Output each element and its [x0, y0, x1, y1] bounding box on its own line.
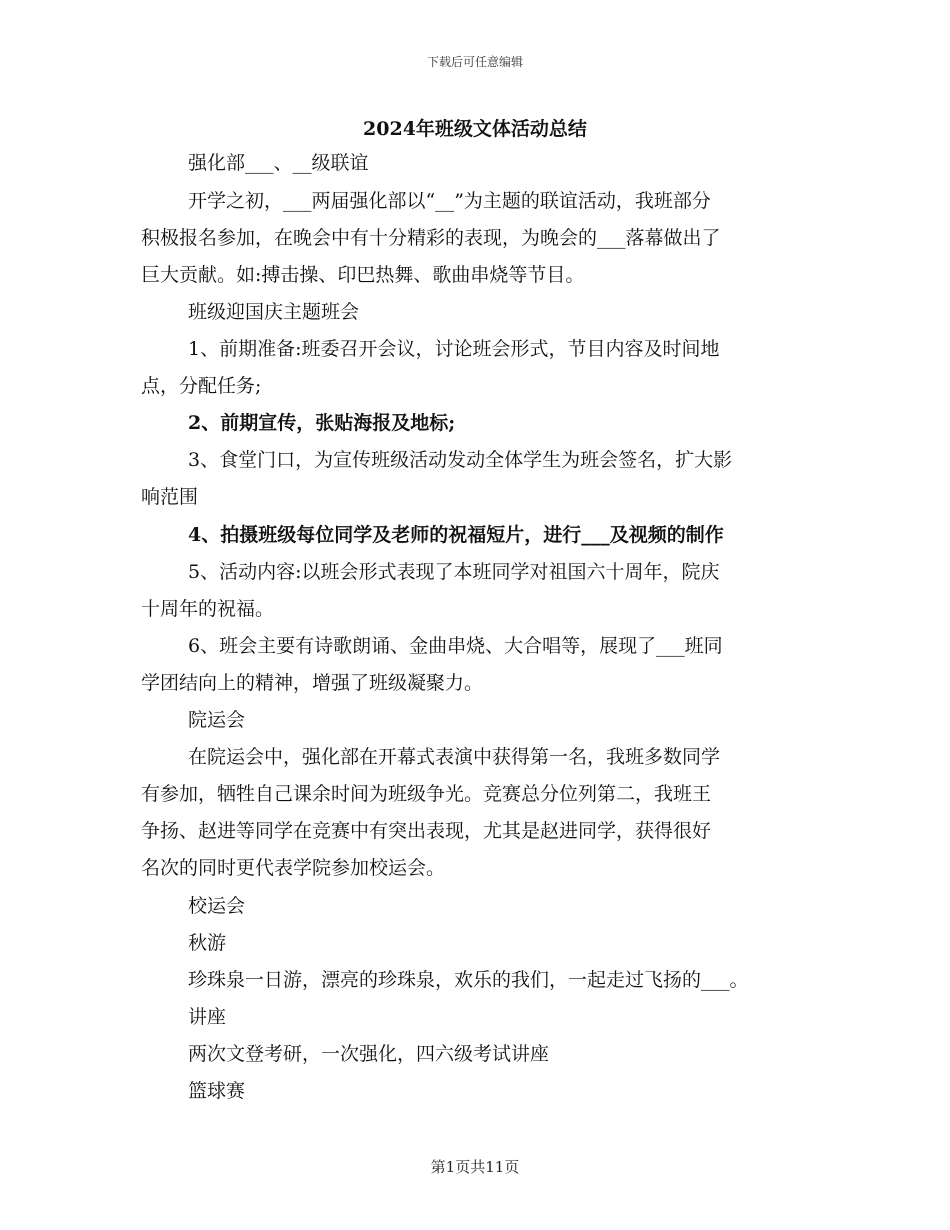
list-item-continuation: 十周年的祝福。: [141, 598, 275, 620]
list-item-continuation: 响范围: [141, 486, 199, 508]
heading-joint-party: 强化部___、__级联谊: [188, 152, 369, 174]
list-item: 5、活动内容:以班会形式表现了本班同学对祖国六十周年，院庆: [188, 561, 720, 583]
paragraph-line: 在院运会中，强化部在开幕式表演中获得第一名，我班多数同学: [188, 746, 721, 768]
list-item: 4、拍摄班级每位同学及老师的祝福短片，进行___及视频的制作: [188, 524, 724, 546]
paragraph-line: 两次文登考研，一次强化，四六级考试讲座: [188, 1043, 550, 1065]
header-note: 下载后可任意编辑: [426, 55, 523, 69]
paragraph-line: 争扬、赵进等同学在竞赛中有突出表现，尤其是赵进同学，获得很好: [141, 820, 712, 842]
list-item-continuation: 学团结向上的精神，增强了班级凝聚力。: [141, 672, 484, 694]
list-item: 3、食堂门口，为宣传班级活动发动全体学生为班会签名，扩大影: [188, 449, 733, 471]
paragraph-line: 珍珠泉一日游，漂亮的珍珠泉，欢乐的我们，一起走过飞扬的___。: [188, 969, 749, 991]
heading-basketball: 篮球赛: [188, 1080, 246, 1102]
list-item: 6、班会主要有诗歌朗诵、金曲串烧、大合唱等，展现了___班同: [188, 635, 723, 657]
list-item: 1、前期准备:班委召开会议，讨论班会形式，节目内容及时间地: [188, 338, 720, 360]
heading-autumn-trip: 秋游: [188, 932, 227, 954]
list-item: 2、前期宣传，张贴海报及地标;: [188, 412, 456, 434]
heading-college-sports: 院运会: [188, 709, 246, 731]
page-number: 第1页共11页: [430, 1158, 520, 1176]
heading-school-sports: 校运会: [188, 895, 246, 917]
paragraph-line: 积极报名参加，在晚会中有十分精彩的表现，为晚会的___落幕做出了: [141, 227, 721, 249]
document-title: 2024年班级文体活动总结: [363, 118, 587, 140]
paragraph-line: 开学之初，___两届强化部以“__”为主题的联谊活动，我班部分: [188, 190, 711, 212]
heading-national-day-meeting: 班级迎国庆主题班会: [188, 301, 360, 323]
list-item-continuation: 点，分配任务;: [141, 375, 262, 397]
paragraph-line: 巨大贡献。如:搏击操、印巴热舞、歌曲串烧等节目。: [141, 264, 585, 286]
heading-lectures: 讲座: [188, 1006, 227, 1028]
paragraph-line: 有参加，牺牲自己课余时间为班级争光。竞赛总分位列第二，我班王: [141, 783, 712, 805]
paragraph-line: 名次的同时更代表学院参加校运会。: [141, 857, 446, 879]
